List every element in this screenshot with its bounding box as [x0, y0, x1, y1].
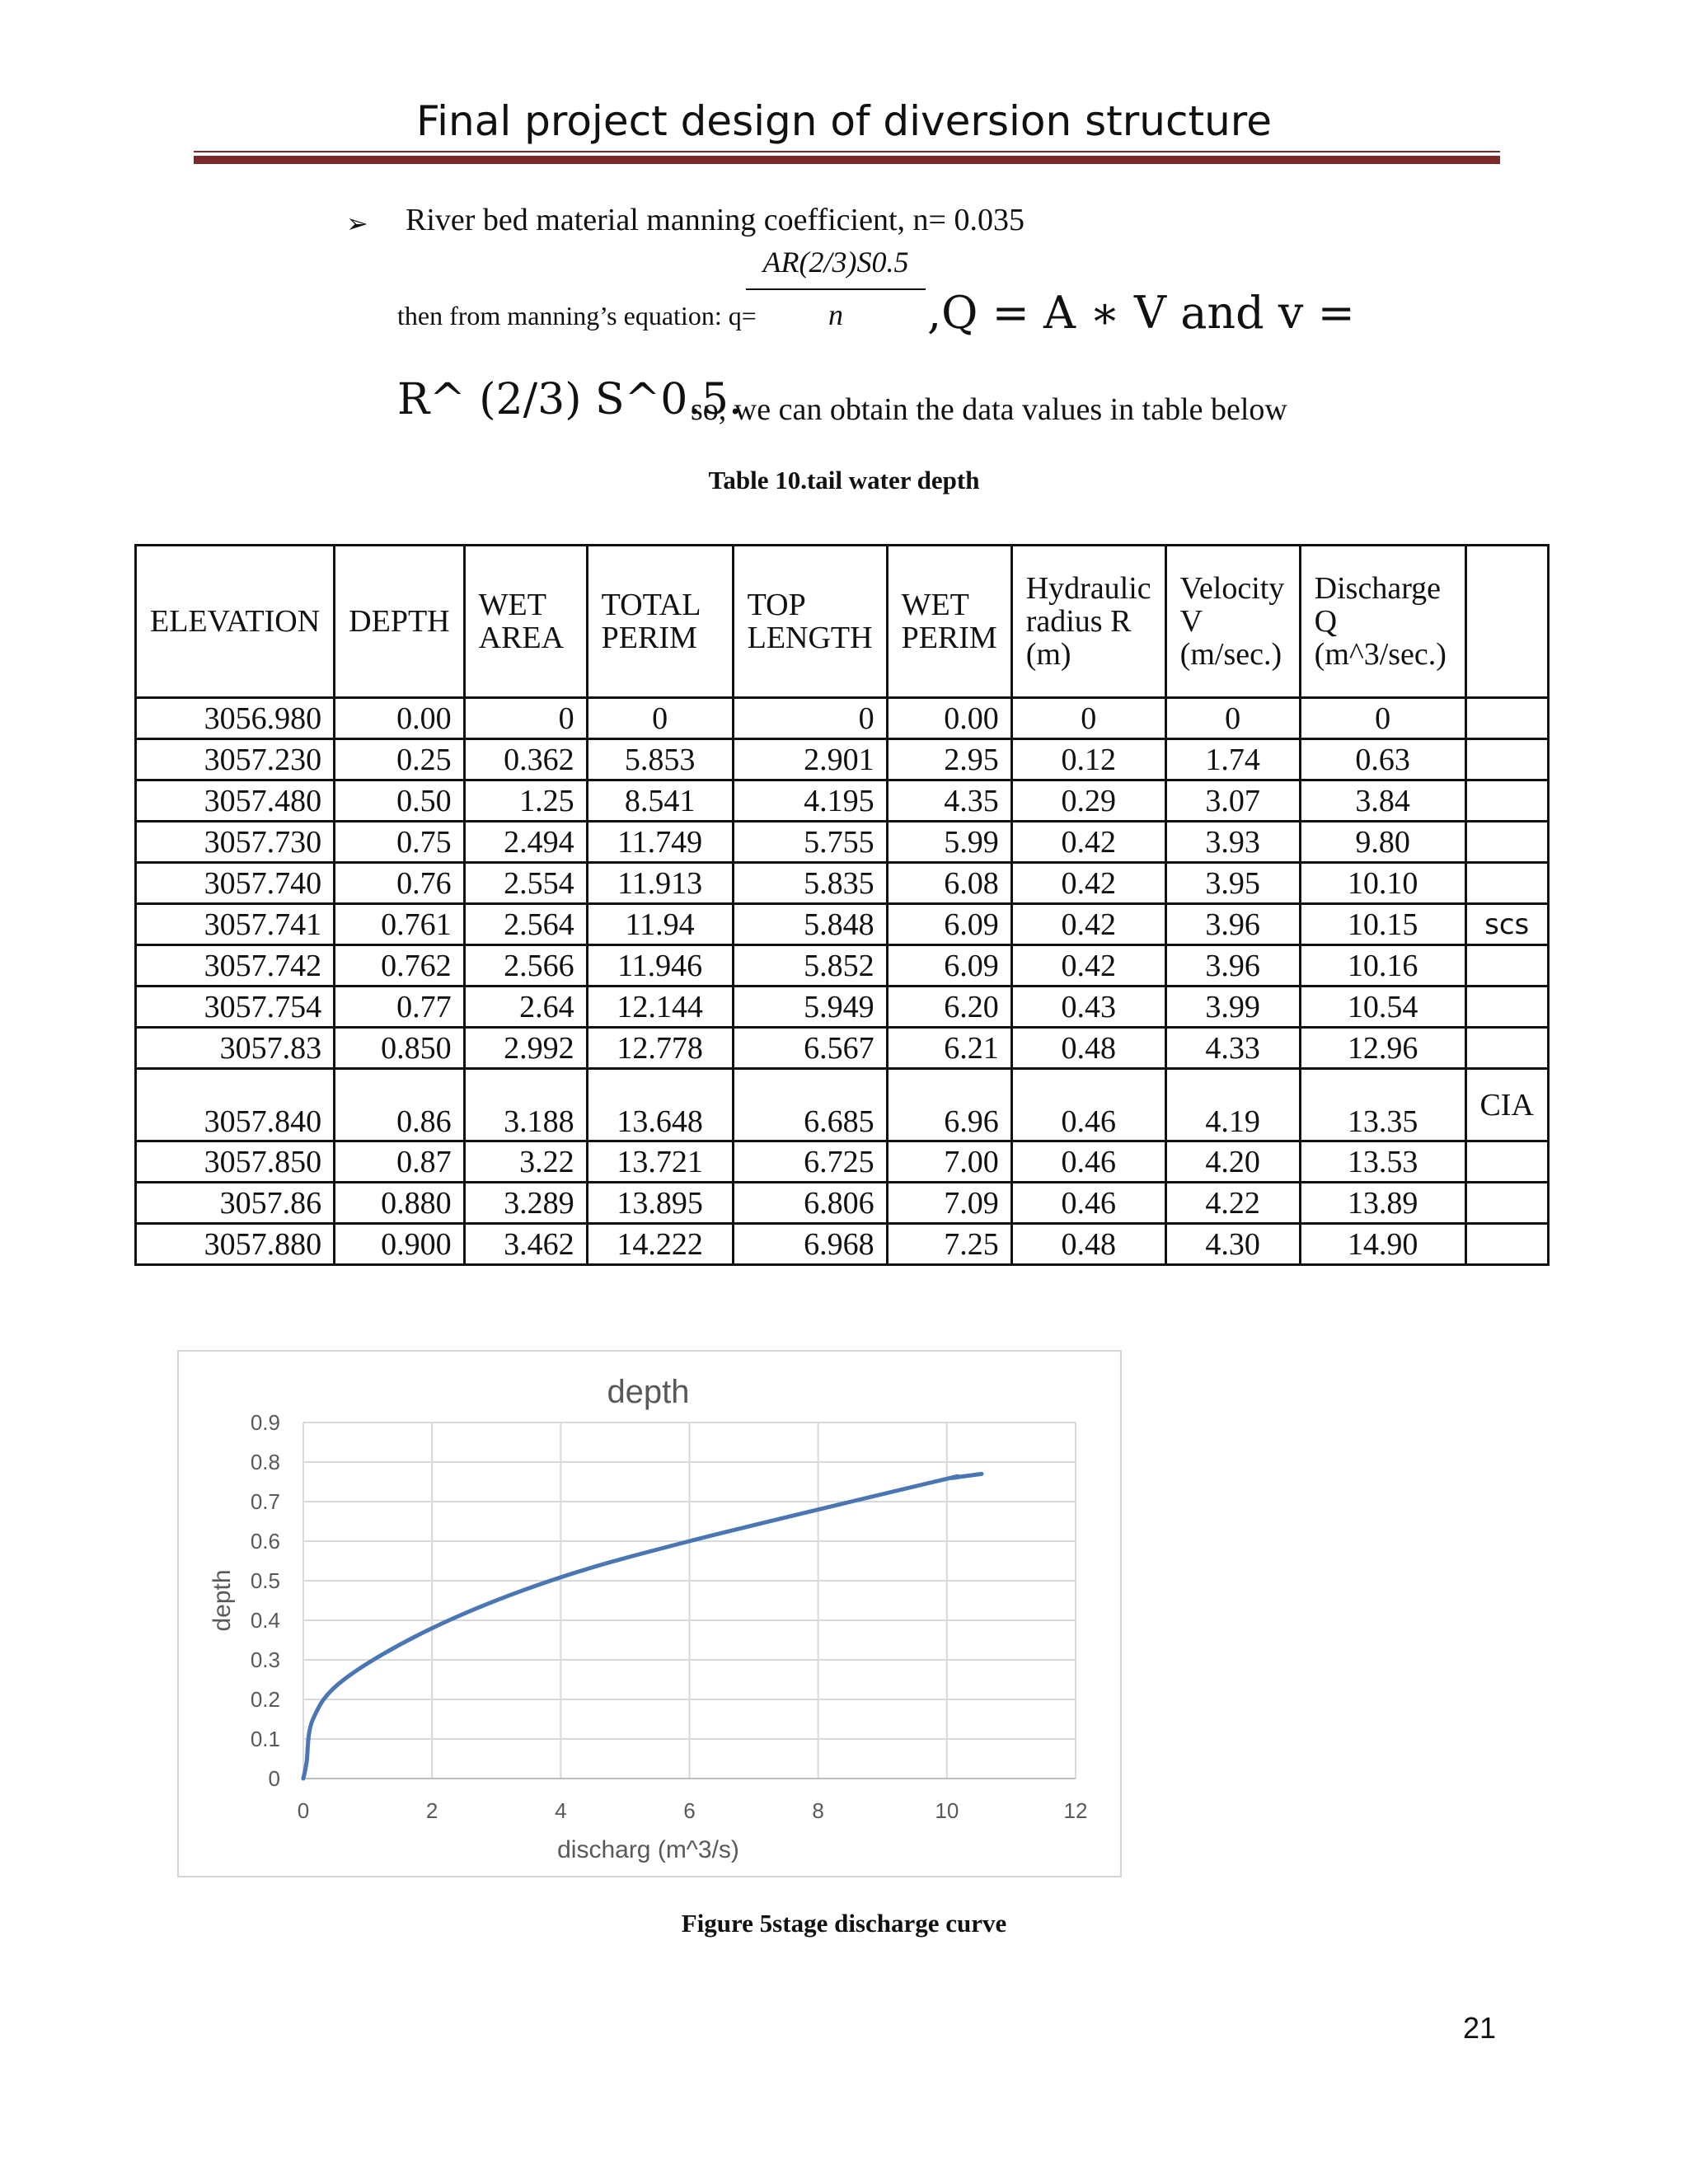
cell-note: scs — [1465, 904, 1548, 945]
stage-discharge-chart — [177, 1350, 1122, 1877]
cell-discharge: 12.96 — [1300, 1028, 1465, 1069]
cell-elevation: 3057.840 — [136, 1069, 335, 1141]
table-header-row — [136, 546, 1549, 698]
cell-note — [1465, 1028, 1548, 1069]
cell-hydraulic-radius: 0.46 — [1011, 1183, 1165, 1224]
cell-wet-perim: 6.20 — [887, 987, 1011, 1028]
y-tick-label: 0.7 — [250, 1489, 280, 1514]
cell-depth: 0.00 — [335, 698, 464, 739]
chart-title: depth — [607, 1374, 690, 1410]
cell-hydraulic-radius: 0.48 — [1011, 1028, 1165, 1069]
y-tick-label: 0.2 — [250, 1687, 280, 1712]
table-row — [136, 739, 1549, 780]
cell-note — [1465, 1183, 1548, 1224]
cell-total-perim: 8.541 — [587, 780, 733, 822]
page-number: 21 — [1463, 2011, 1497, 2045]
paragraph-text: so, we can obtain the data values in table below — [691, 392, 1287, 427]
table-caption: Table 10.tail water depth — [708, 466, 980, 494]
cell-velocity: 3.99 — [1165, 987, 1300, 1028]
table-row — [136, 1028, 1549, 1069]
table-row — [136, 863, 1549, 904]
header-rule-thick — [194, 156, 1500, 164]
cell-wet-area: 2.992 — [464, 1028, 587, 1069]
cell-wet-perim: 5.99 — [887, 822, 1011, 863]
cell-top-length: 6.806 — [733, 1183, 887, 1224]
cell-wet-perim: 7.25 — [887, 1224, 1011, 1265]
table-row — [136, 1069, 1549, 1141]
bullet-arrow-icon: ➢ — [346, 208, 368, 239]
cell-wet-area: 3.289 — [464, 1183, 587, 1224]
cell-note — [1465, 987, 1548, 1028]
cell-velocity: 3.96 — [1165, 904, 1300, 945]
cell-wet-perim: 6.21 — [887, 1028, 1011, 1069]
cell-wet-area: 2.494 — [464, 822, 587, 863]
y-tick-label: 0.1 — [250, 1727, 280, 1751]
cell-depth: 0.880 — [335, 1183, 464, 1224]
cell-top-length: 0 — [733, 698, 887, 739]
cell-discharge: 10.10 — [1300, 863, 1465, 904]
y-tick-label: 0.9 — [250, 1410, 280, 1435]
cell-wet-area: 1.25 — [464, 780, 587, 822]
cell-note — [1465, 1141, 1548, 1183]
cell-top-length: 6.685 — [733, 1069, 887, 1141]
cell-velocity: 4.19 — [1165, 1069, 1300, 1141]
x-axis-label: discharg (m^3/s) — [557, 1836, 739, 1863]
cell-depth: 0.850 — [335, 1028, 464, 1069]
cell-discharge: 10.54 — [1300, 987, 1465, 1028]
cell-hydraulic-radius: 0 — [1011, 698, 1165, 739]
table-row — [136, 822, 1549, 863]
header-total-perim: TOTAL PERIM — [587, 546, 733, 698]
cell-hydraulic-radius: 0.46 — [1011, 1069, 1165, 1141]
chart-svg — [179, 1352, 1120, 1876]
cell-note — [1465, 698, 1548, 739]
x-tick-label: 4 — [555, 1798, 567, 1823]
cell-total-perim: 13.721 — [587, 1141, 733, 1183]
cell-discharge: 14.90 — [1300, 1224, 1465, 1265]
cell-wet-area: 2.554 — [464, 863, 587, 904]
cell-top-length: 6.725 — [733, 1141, 887, 1183]
cell-total-perim: 11.94 — [587, 904, 733, 945]
cell-discharge: 9.80 — [1300, 822, 1465, 863]
cell-top-length: 6.968 — [733, 1224, 887, 1265]
cell-depth: 0.762 — [335, 945, 464, 987]
cell-wet-area: 3.188 — [464, 1069, 587, 1141]
cell-note — [1465, 863, 1548, 904]
cell-depth: 0.77 — [335, 987, 464, 1028]
velocity-formula: R^ (2/3) S^0.5. — [397, 375, 743, 424]
cell-total-perim: 12.778 — [587, 1028, 733, 1069]
cell-wet-area: 0 — [464, 698, 587, 739]
y-tick-label: 0.8 — [250, 1450, 280, 1474]
cell-depth: 0.761 — [335, 904, 464, 945]
cell-total-perim: 0 — [587, 698, 733, 739]
cell-wet-area: 0.362 — [464, 739, 587, 780]
table-row — [136, 987, 1549, 1028]
equation-denominator: n — [828, 298, 843, 331]
cell-elevation: 3057.742 — [136, 945, 335, 987]
cell-top-length: 5.852 — [733, 945, 887, 987]
cell-hydraulic-radius: 0.42 — [1011, 822, 1165, 863]
cell-top-length: 5.848 — [733, 904, 887, 945]
cell-discharge: 13.35 — [1300, 1069, 1465, 1141]
header-top-length: TOP LENGTH — [733, 546, 887, 698]
y-tick-label: 0.5 — [250, 1568, 280, 1593]
cell-velocity: 3.96 — [1165, 945, 1300, 987]
header-velocity: Velocity V (m/sec.) — [1165, 546, 1300, 698]
cell-wet-perim: 7.09 — [887, 1183, 1011, 1224]
cell-velocity: 3.95 — [1165, 863, 1300, 904]
cell-wet-perim: 6.08 — [887, 863, 1011, 904]
equation-intro: then from manning’s equation: q= — [397, 301, 757, 330]
cell-elevation: 3057.740 — [136, 863, 335, 904]
header-wet-area: WET AREA — [464, 546, 587, 698]
equation-numerator: AR(2/3)S0.5 — [762, 246, 909, 279]
cell-velocity: 4.30 — [1165, 1224, 1300, 1265]
cell-wet-perim: 6.96 — [887, 1069, 1011, 1141]
y-tick-label: 0 — [268, 1766, 280, 1791]
equation-fraction — [746, 237, 926, 340]
cell-note — [1465, 739, 1548, 780]
header-note — [1465, 546, 1548, 698]
cell-velocity: 4.22 — [1165, 1183, 1300, 1224]
cell-hydraulic-radius: 0.29 — [1011, 780, 1165, 822]
cell-elevation: 3057.83 — [136, 1028, 335, 1069]
cell-elevation: 3057.880 — [136, 1224, 335, 1265]
cell-note — [1465, 822, 1548, 863]
bullet-text: River bed material manning coefficient, n= 0.035 — [406, 203, 1025, 237]
tail-water-depth-table — [134, 544, 1550, 1266]
cell-elevation: 3057.850 — [136, 1141, 335, 1183]
header-wet-perim: WET PERIM — [887, 546, 1011, 698]
cell-discharge: 0.63 — [1300, 739, 1465, 780]
cell-wet-perim: 2.95 — [887, 739, 1011, 780]
cell-total-perim: 11.946 — [587, 945, 733, 987]
header-elevation: ELEVATION — [136, 546, 335, 698]
table-row — [136, 1183, 1549, 1224]
cell-velocity: 1.74 — [1165, 739, 1300, 780]
y-tick-label: 0.6 — [250, 1529, 280, 1554]
header-rule-thin — [194, 151, 1500, 152]
cell-velocity: 0 — [1165, 698, 1300, 739]
cell-wet-perim: 6.09 — [887, 945, 1011, 987]
cell-total-perim: 14.222 — [587, 1224, 733, 1265]
cell-note — [1465, 780, 1548, 822]
cell-wet-perim: 7.00 — [887, 1141, 1011, 1183]
cell-top-length: 5.755 — [733, 822, 887, 863]
cell-note — [1465, 1224, 1548, 1265]
cell-elevation: 3057.230 — [136, 739, 335, 780]
cell-total-perim: 5.853 — [587, 739, 733, 780]
cell-wet-area: 2.566 — [464, 945, 587, 987]
x-tick-label: 2 — [425, 1798, 438, 1823]
cell-discharge: 10.16 — [1300, 945, 1465, 987]
cell-velocity: 4.33 — [1165, 1028, 1300, 1069]
header-hydraulic-radius: Hydraulic radius R (m) — [1011, 546, 1165, 698]
cell-depth: 0.87 — [335, 1141, 464, 1183]
cell-hydraulic-radius: 0.48 — [1011, 1224, 1165, 1265]
cell-top-length: 5.949 — [733, 987, 887, 1028]
y-tick-label: 0.3 — [250, 1647, 280, 1672]
y-axis-label: depth — [209, 1569, 236, 1632]
cell-velocity: 4.20 — [1165, 1141, 1300, 1183]
x-tick-label: 6 — [683, 1798, 696, 1823]
x-tick-label: 12 — [1063, 1798, 1088, 1823]
cell-elevation: 3057.86 — [136, 1183, 335, 1224]
table-row — [136, 1224, 1549, 1265]
cell-hydraulic-radius: 0.43 — [1011, 987, 1165, 1028]
x-tick-label: 10 — [935, 1798, 959, 1823]
cell-elevation: 3057.730 — [136, 822, 335, 863]
cell-note — [1465, 945, 1548, 987]
cell-elevation: 3057.754 — [136, 987, 335, 1028]
cell-total-perim: 13.648 — [587, 1069, 733, 1141]
cell-discharge: 0 — [1300, 698, 1465, 739]
cell-top-length: 5.835 — [733, 863, 887, 904]
x-tick-label: 8 — [812, 1798, 824, 1823]
cell-hydraulic-radius: 0.42 — [1011, 863, 1165, 904]
page-header-title: Final project design of diversion structure — [416, 97, 1272, 145]
series-line-depth — [303, 1474, 982, 1779]
cell-note: CIA — [1465, 1069, 1548, 1141]
cell-wet-area: 3.22 — [464, 1141, 587, 1183]
table-row — [136, 780, 1549, 822]
header-depth: DEPTH — [335, 546, 464, 698]
y-tick-label: 0.4 — [250, 1608, 280, 1633]
cell-total-perim: 11.913 — [587, 863, 733, 904]
figure-caption: Figure 5stage discharge curve — [681, 1909, 1007, 1938]
header-discharge: Discharge Q (m^3/sec.) — [1300, 546, 1465, 698]
cell-hydraulic-radius: 0.46 — [1011, 1141, 1165, 1183]
cell-depth: 0.76 — [335, 863, 464, 904]
cell-top-length: 2.901 — [733, 739, 887, 780]
cell-depth: 0.900 — [335, 1224, 464, 1265]
table-row — [136, 904, 1549, 945]
cell-total-perim: 11.749 — [587, 822, 733, 863]
cell-depth: 0.50 — [335, 780, 464, 822]
table-row — [136, 945, 1549, 987]
cell-depth: 0.25 — [335, 739, 464, 780]
cell-wet-perim: 0.00 — [887, 698, 1011, 739]
cell-discharge: 13.53 — [1300, 1141, 1465, 1183]
cell-hydraulic-radius: 0.42 — [1011, 945, 1165, 987]
cell-wet-area: 2.564 — [464, 904, 587, 945]
cell-wet-perim: 4.35 — [887, 780, 1011, 822]
table-row — [136, 1141, 1549, 1183]
cell-velocity: 3.93 — [1165, 822, 1300, 863]
cell-elevation: 3056.980 — [136, 698, 335, 739]
cell-discharge: 13.89 — [1300, 1183, 1465, 1224]
cell-top-length: 4.195 — [733, 780, 887, 822]
cell-wet-area: 3.462 — [464, 1224, 587, 1265]
cell-discharge: 3.84 — [1300, 780, 1465, 822]
cell-velocity: 3.07 — [1165, 780, 1300, 822]
cell-total-perim: 12.144 — [587, 987, 733, 1028]
cell-hydraulic-radius: 0.42 — [1011, 904, 1165, 945]
cell-hydraulic-radius: 0.12 — [1011, 739, 1165, 780]
cell-wet-perim: 6.09 — [887, 904, 1011, 945]
equation-rest: ,Q = A ∗ V and v = — [927, 287, 1355, 339]
cell-elevation: 3057.741 — [136, 904, 335, 945]
cell-wet-area: 2.64 — [464, 987, 587, 1028]
x-tick-label: 0 — [297, 1798, 310, 1823]
cell-total-perim: 13.895 — [587, 1183, 733, 1224]
table-body — [136, 698, 1549, 1265]
cell-elevation: 3057.480 — [136, 780, 335, 822]
cell-depth: 0.86 — [335, 1069, 464, 1141]
table-row — [136, 698, 1549, 739]
cell-discharge: 10.15 — [1300, 904, 1465, 945]
cell-top-length: 6.567 — [733, 1028, 887, 1069]
cell-depth: 0.75 — [335, 822, 464, 863]
